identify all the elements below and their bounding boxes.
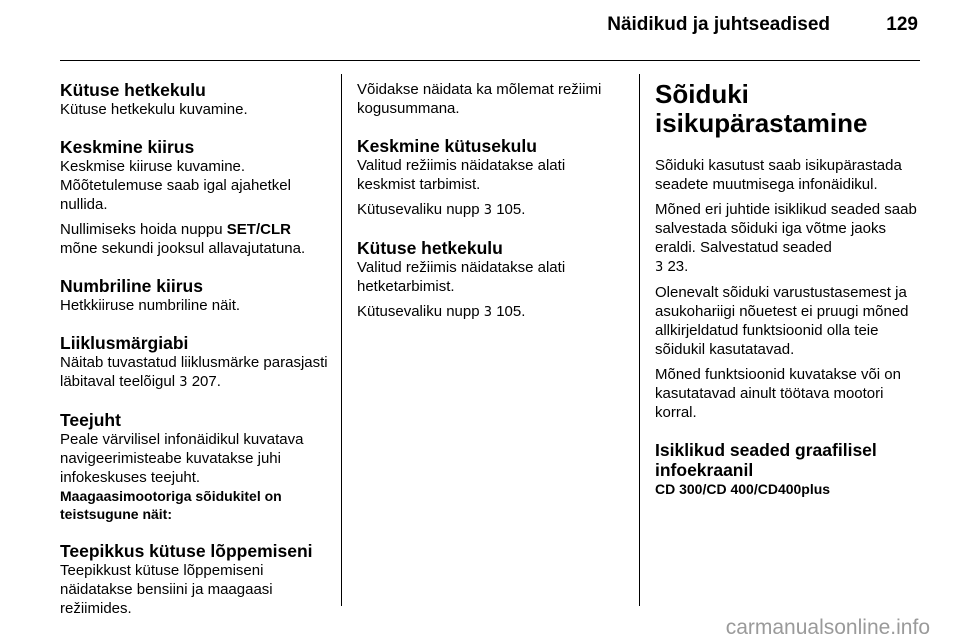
section-text: Teepikkust kütuse lõppemiseni näidatakse bensiini ja maagaasi režiimides. [60, 562, 273, 617]
column-left [60, 80, 328, 618]
intro-text: Võidakse näidata ka mõlemat režiimi kogusummana. [357, 81, 602, 117]
page-reference-link[interactable]: 105. [496, 303, 526, 320]
section-text: Hetkkiiruse numbriline näit. [60, 297, 241, 314]
page-reference-link[interactable]: 105. [496, 201, 526, 218]
subheading-natural-gas: Maagaasimootoriga sõidukitel on teistsugune näit: [60, 488, 282, 522]
section-text: Kütusevaliku nupp 3 105. [357, 303, 526, 320]
section-title-instant-fuel: Kütuse hetkekulu [357, 238, 503, 258]
section-title-average-consumption: Keskmine kütusekulu [357, 136, 537, 156]
section-text: Valitud režiimis näidatakse alati keskmist tarbimist. [357, 157, 566, 193]
section-text: Keskmise kiiruse kuvamine. [60, 158, 246, 175]
section-text: Mõned eri juhtide isiklikud seaded saab salvestada sõiduki iga võtme jaoks eraldi. Salvestatud seaded 3 23. [655, 201, 917, 275]
section-title-digital-speed: Numbriline kiirus [60, 276, 203, 296]
section-text: Kütusevaliku nupp 3 105. [357, 201, 526, 218]
reset-instruction: Nullimiseks hoida nuppu SET/CLR mõne sekundi jooksul allavajutatuna. [60, 221, 306, 257]
column-right [655, 80, 925, 498]
page-reference-link[interactable]: 23. [667, 258, 689, 275]
section-title-traffic-sign: Liiklusmärgiabi [60, 333, 189, 353]
page-reference-link[interactable]: 207. [191, 373, 221, 390]
page-reference-icon: 3 [483, 203, 493, 218]
section-text: Olenevalt sõiduki varustustasemest ja asukohariigi nõuetest ei pruugi mõned allkirjeldatud funktsioonid olla teie sõidukil kasutatavad. [655, 284, 909, 358]
header-divider [60, 60, 920, 61]
page-header-title: Näidikud ja juhtseadised [607, 14, 830, 35]
section-text: Sõiduki kasutust saab isikupärastada seadete muutmisega infonäidikul. [655, 157, 902, 193]
column-divider-right [639, 74, 640, 606]
section-title-instant-fuel: Kütuse hetkekulu [60, 80, 206, 100]
chapter-heading: Sõiduki isikupärastamine [655, 79, 868, 138]
section-text: Valitud režiimis näidatakse alati hetketarbimist. [357, 259, 566, 295]
section-text: Peale värvilisel infonäidikul kuvatava navigeerimisteabe kuvatakse juhi infokeskuses teejuht. [60, 431, 304, 486]
section-title-range: Teepikkus kütuse lõppemiseni [60, 541, 313, 561]
column-middle [357, 80, 627, 322]
watermark-text: carmanualsonline.info [725, 616, 930, 639]
section-title-average-speed: Keskmine kiirus [60, 137, 195, 157]
section-title-personal-settings: Isiklikud seaded graafilisel infoekraanil [655, 440, 877, 480]
column-divider-left [341, 74, 342, 606]
set-clr-button-label: SET/CLR [226, 221, 291, 238]
section-text: Mõõtetulemuse saab igal ajahetkel nullida. [60, 177, 291, 213]
subheading-radio-models: CD 300/CD 400/CD400plus [655, 481, 831, 497]
page-reference-icon: 3 [655, 260, 664, 275]
section-title-guidance: Teejuht [60, 410, 121, 430]
page-reference-icon: 3 [483, 305, 493, 320]
section-text: Näitab tuvastatud liiklusmärke parasjasti läbitaval teelõigul 3 207. [60, 354, 328, 390]
section-text: Mõned funktsioonid kuvatakse või on kasutatavad ainult töötava mootori korral. [655, 366, 901, 421]
section-text: Kütuse hetkekulu kuvamine. [60, 101, 248, 118]
page-reference-icon: 3 [179, 375, 188, 390]
page-number: 129 [886, 14, 918, 35]
